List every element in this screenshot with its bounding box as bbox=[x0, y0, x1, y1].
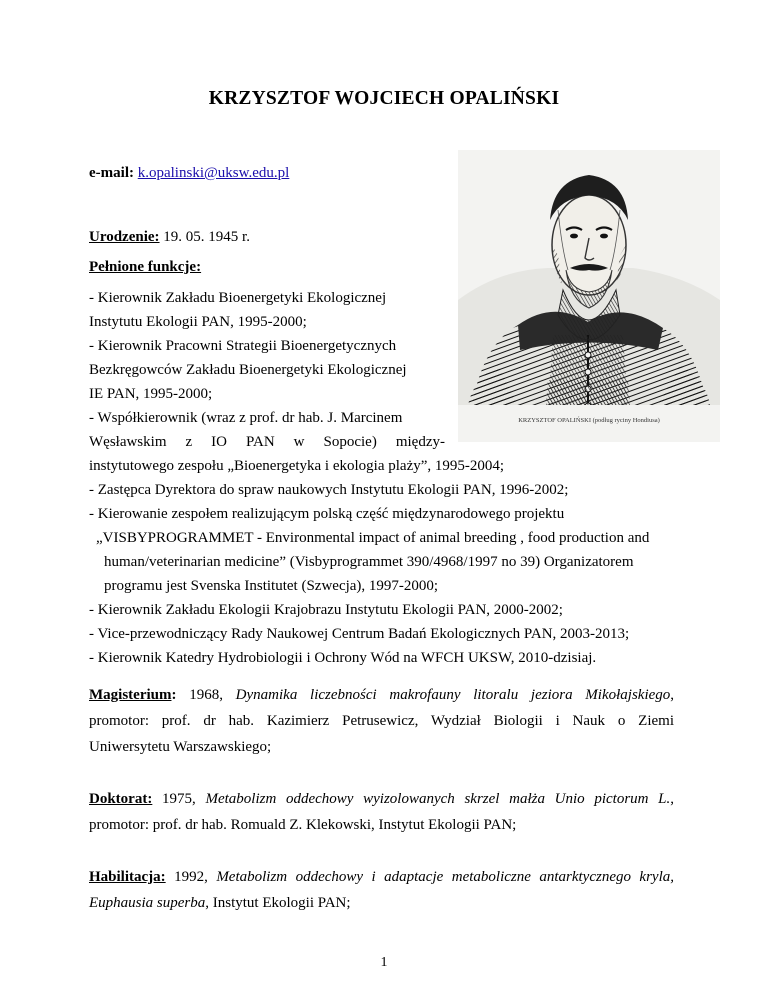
function-line: human/veterinarian medicine” (Visbyprogrammet 390/4968/1997 no 39) Organizatorem bbox=[104, 554, 634, 570]
page-number: 1 bbox=[380, 955, 388, 970]
function-line: - Kierownik Katedry Hydrobiologii i Ochrony Wód na WFCH UKSW, 2010-dzisiaj. bbox=[89, 650, 597, 666]
magisterium-line-2: promotor: prof. dr hab. Kazimierz Petrusewicz, Wydział Biologii i Nauk o Ziemi bbox=[89, 713, 674, 729]
function-line: - Kierownik Zakładu Bioenergetyki Ekologicznej bbox=[89, 290, 387, 306]
function-line: Węsławskim z IO PAN w Sopocie) między- bbox=[89, 434, 445, 450]
habilitacja-label: Habilitacja: bbox=[89, 869, 166, 885]
portrait-image bbox=[458, 150, 720, 442]
email-line bbox=[89, 164, 289, 182]
function-line: instytutowego zespołu „Bioenergetyka i ekologia plaży”, 1995-2004; bbox=[89, 458, 505, 474]
doktorat-line-2: promotor: prof. dr hab. Romuald Z. Klekowski, Instytut Ekologii PAN; bbox=[89, 817, 517, 833]
magisterium-label: Magisterium bbox=[89, 687, 172, 703]
function-line: - Kierownik Pracowni Strategii Bioenergetycznych bbox=[89, 338, 397, 354]
page-title: KRZYSZTOF WOJCIECH OPALIŃSKI bbox=[208, 88, 560, 109]
habilitacja-line-2: Euphausia superba, Instytut Ekologii PAN; bbox=[89, 895, 351, 911]
doktorat-title: Metabolizm oddechowy wyizolowanych skrzel małża Unio pictorum L. bbox=[205, 791, 671, 807]
function-line: „VISBYPROGRAMMET - Environmental impact of animal breeding , food production and bbox=[96, 530, 650, 546]
doktorat-line-1: Doktorat: 1975, Metabolizm oddechowy wyizolowanych skrzel małża Unio pictorum L., bbox=[89, 791, 675, 807]
function-line: - Vice-przewodniczący Rady Naukowej Centrum Badań Ekologicznych PAN, 2003-2013; bbox=[89, 626, 630, 642]
functions-heading: Pełnione funkcje: bbox=[89, 259, 202, 275]
habilitacja-title: Metabolizm oddechowy i adaptacje metaboliczne antarktycznego kryla, bbox=[216, 869, 674, 885]
portrait-caption: KRZYSZTOF OPALIŃSKI (podług ryciny Hondiusa) bbox=[518, 417, 660, 424]
magisterium-line-3: Uniwersytetu Warszawskiego; bbox=[89, 739, 272, 755]
habilitacja-line-1: Habilitacja: 1992, Metabolizm oddechowy i adaptacje metaboliczne antarktycznego kryla, bbox=[89, 869, 674, 885]
function-line: - Kierowanie zespołem realizującym polską część międzynarodowego projektu bbox=[89, 506, 565, 522]
email-link[interactable]: k.opalinski@uksw.edu.pl bbox=[137, 165, 290, 181]
function-line: - Zastępca Dyrektora do spraw naukowych Instytutu Ekologii PAN, 1996-2002; bbox=[89, 482, 569, 498]
function-line: - Kierownik Zakładu Ekologii Krajobrazu Instytutu Ekologii PAN, 2000-2002; bbox=[89, 602, 563, 618]
birth-value: 19. 05. 1945 r. bbox=[163, 229, 250, 245]
function-line: IE PAN, 1995-2000; bbox=[89, 386, 213, 402]
magisterium-line-1: Magisterium: 1968, Dynamika liczebności makrofauny litoralu jeziora Mikołajskiego, bbox=[89, 687, 675, 703]
magisterium-title: Dynamika liczebności makrofauny litoralu jeziora Mikołajskiego bbox=[235, 687, 671, 703]
function-line: Instytutu Ekologii PAN, 1995-2000; bbox=[89, 314, 307, 330]
function-line: Bezkręgowców Zakładu Bioenergetyki Ekologicznej bbox=[89, 362, 407, 378]
email-label: e-mail: bbox=[89, 165, 134, 181]
portrait-engraving bbox=[458, 150, 720, 442]
doktorat-label: Doktorat: bbox=[89, 791, 153, 807]
birth-label: Urodzenie: bbox=[89, 229, 160, 245]
function-line: - Współkierownik (wraz z prof. dr hab. J. Marcinem bbox=[89, 410, 403, 426]
function-line: programu jest Svenska Institutet (Szwecja), 1997-2000; bbox=[104, 578, 439, 594]
birth-line bbox=[89, 228, 250, 246]
